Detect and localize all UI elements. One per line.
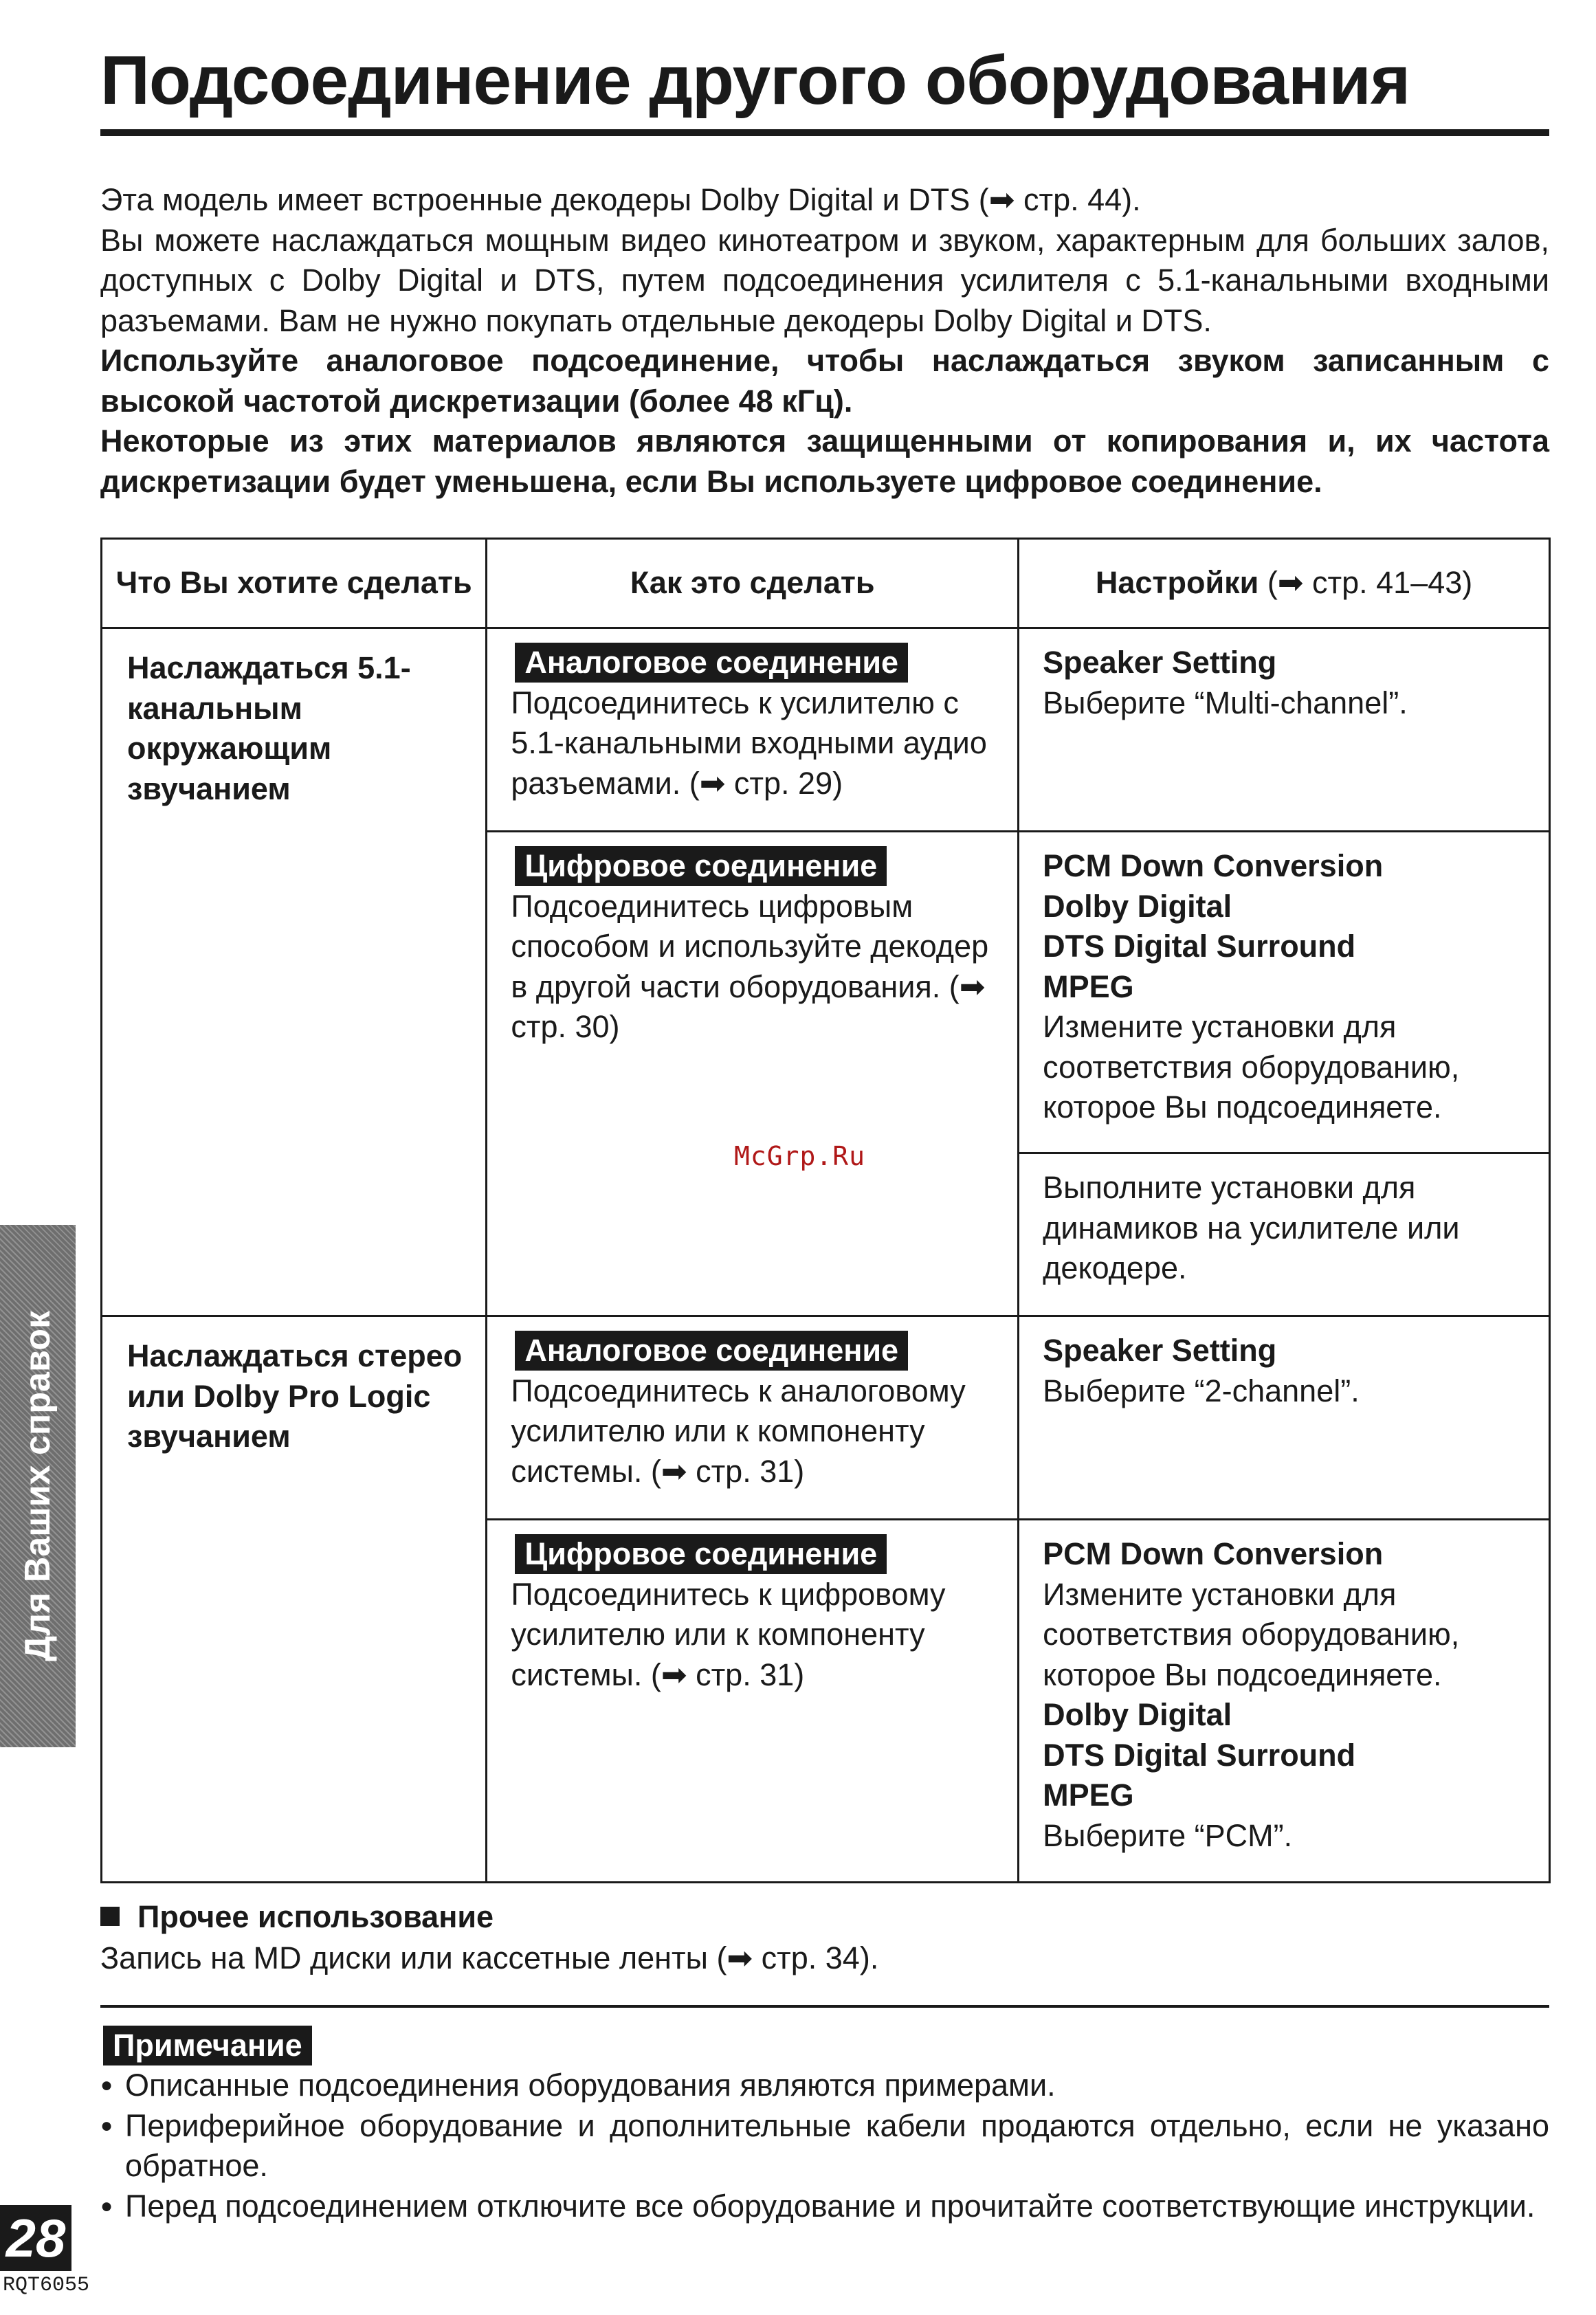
how-text: Подсоединитесь к усилителю с 5.1-канальными входными аудио разъемами. (➡ стр. 29) [511, 685, 987, 801]
setting-item: MPEG [1043, 1777, 1134, 1813]
setting-text: Выберите “2-channel”. [1043, 1373, 1360, 1408]
how-cell [487, 628, 1019, 832]
header-settings-label: Настройки [1095, 565, 1259, 601]
setting-text: Измените установки для соответствия оборудованию, которое Вы подсоединяете. [1043, 1576, 1460, 1692]
digital-connection-label: Цифровое соединение [515, 1534, 887, 1574]
setting-text: Выберите “Multi-channel”. [1043, 685, 1408, 720]
title-underline [100, 129, 1549, 136]
table-header-row [102, 539, 1550, 628]
setting-item: Dolby Digital [1043, 1697, 1232, 1732]
intro-text [100, 180, 1549, 502]
how-text: Подсоединитесь к цифровому усилителю или к компоненту системы. (➡ стр. 31) [511, 1576, 946, 1692]
other-use-heading [100, 1897, 494, 1937]
list-item: ● Перед подсоединением отключите все оборудование и прочитайте соответствующие инструкции. [100, 2186, 1549, 2227]
setting-item: DTS Digital Surround [1043, 929, 1356, 964]
settings-cell [1019, 628, 1550, 832]
header-how: Как это сделать [487, 539, 1019, 628]
list-item: ● Периферийное оборудование и дополнительные кабели продаются отдельно, если не указано обратное. [100, 2106, 1549, 2186]
how-cell [487, 1520, 1019, 1883]
settings-cell [1019, 1316, 1550, 1520]
how-cell [487, 832, 1019, 1316]
page-title: Подсоединение другого оборудования [100, 42, 1410, 119]
note-divider [100, 2005, 1549, 2008]
note-label: Примечание [103, 2026, 312, 2065]
side-tab-label: Для Ваших справок [18, 1310, 58, 1662]
settings-cell [1019, 1153, 1550, 1316]
watermark: McGrp.Ru [734, 1141, 866, 1171]
other-use-text: Запись на MD диски или кассетные ленты (➡ стр. 34). [100, 1940, 879, 1975]
digital-connection-label: Цифровое соединение [515, 846, 887, 886]
table-row [102, 1316, 1550, 1520]
analog-connection-label: Аналоговое соединение [515, 643, 908, 683]
setting-text: Выберите “PCM”. [1043, 1817, 1293, 1853]
note-list [100, 2065, 1549, 2226]
setting-item: PCM Down Conversion [1043, 848, 1384, 883]
header-settings-ref: (➡ стр. 41–43) [1267, 565, 1473, 601]
document-code: RQT6055 [3, 2274, 90, 2297]
connection-table [100, 538, 1551, 1883]
other-use-title: Прочее использование [137, 1899, 494, 1934]
how-text: Подсоединитесь цифровым способом и используйте декодер в другой части оборудования. (➡ стр. 30) [511, 888, 989, 1044]
list-item: ● Описанные подсоединения оборудования являются примерами. [100, 2065, 1549, 2106]
task-surround: Наслаждаться 5.1-канальным окружающим звучанием [102, 628, 487, 1316]
how-text: Подсоединитесь к аналоговому усилителю или к компоненту системы. (➡ стр. 31) [511, 1373, 966, 1489]
setting-text: Выполните установки для динамиков на усилителе или декодере. [1043, 1170, 1460, 1285]
intro-paragraph-1: Эта модель имеет встроенные декодеры Dolby Digital и DTS (➡ стр. 44). [100, 182, 1141, 217]
table-row [102, 628, 1550, 832]
setting-title: Speaker Setting [1043, 1333, 1277, 1368]
setting-item: DTS Digital Surround [1043, 1737, 1356, 1773]
setting-item: MPEG [1043, 968, 1134, 1004]
setting-title: Speaker Setting [1043, 645, 1277, 680]
analog-connection-label: Аналоговое соединение [515, 1331, 908, 1371]
how-cell [487, 1316, 1019, 1520]
square-bullet-icon [100, 1907, 120, 1926]
setting-text: Измените установки для соответствия оборудованию, которое Вы подсоединяете. [1043, 1009, 1460, 1125]
intro-paragraph-3: Используйте аналоговое подсоединение, чтобы наслаждаться звуком записанным с высокой частотой дискретизации (более 48 кГц). [100, 343, 1549, 419]
task-stereo: Наслаждаться стерео или Dolby Pro Logic звучанием [102, 1316, 487, 1883]
settings-cell [1019, 832, 1550, 1153]
settings-cell [1019, 1520, 1550, 1883]
setting-item: Dolby Digital [1043, 888, 1232, 924]
intro-paragraph-4: Некоторые из этих материалов являются защищенными от копирования и, их частота дискретизации будет уменьшена, если Вы используете цифровое соединение. [100, 423, 1549, 499]
intro-paragraph-2: Вы можете наслаждаться мощным видео кинотеатром и звуком, характерным для больших залов, доступных с Dolby Digital и DTS, путем подсоединения усилителя с 5.1-канальными входными разъемами. Вам не нужно покупать отдельные декодеры Dolby Digital и DTS. [100, 222, 1549, 338]
header-what: Что Вы хотите сделать [102, 539, 487, 628]
setting-title: PCM Down Conversion [1043, 1536, 1384, 1571]
page-number: 28 [0, 2205, 71, 2271]
header-settings [1019, 539, 1550, 628]
